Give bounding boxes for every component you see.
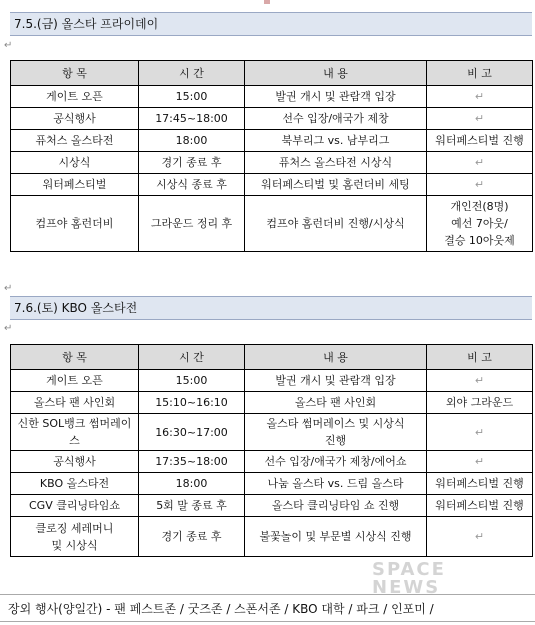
table-cell: 발권 개시 및 관람객 입장 — [245, 86, 427, 108]
table-cell: 퓨처스 올스타전 시상식 — [245, 152, 427, 174]
table-cell: 워터페스티벌 및 홈런더비 세팅 — [245, 174, 427, 196]
column-header: 항 목 — [11, 61, 139, 86]
table-row — [11, 414, 533, 451]
table-cell: 선수 입장/애국가 제창 — [245, 108, 427, 130]
table-cell: 올스타 썸머레이스 및 시상식 진행 — [245, 414, 427, 451]
section-title-text: 7.5.(금) 올스타 프라이데이 — [14, 17, 159, 31]
column-header: 내 용 — [245, 345, 427, 370]
table-row — [11, 517, 533, 557]
table-cell: 불꽃놀이 및 부문별 시상식 진행 — [245, 517, 427, 557]
table-cell: 17:35~18:00 — [139, 451, 245, 473]
table-cell: 워터페스티벌 — [11, 174, 139, 196]
table-cell: KBO 올스타전 — [11, 473, 139, 495]
table-cell: 시상식 — [11, 152, 139, 174]
table-cell: 신한 SOL뱅크 썸머레이스 — [11, 414, 139, 451]
table-cell: 18:00 — [139, 130, 245, 152]
column-header: 비 고 — [427, 61, 533, 86]
table-cell: 경기 종료 후 — [139, 152, 245, 174]
table-cell: 공식행사 — [11, 451, 139, 473]
table-cell: 게이트 오픈 — [11, 86, 139, 108]
column-header: 항 목 — [11, 345, 139, 370]
table-cell: 워터페스티벌 진행 — [427, 495, 533, 517]
table-cell: ↵ — [427, 174, 533, 196]
table-cell: 퓨처스 올스타전 — [11, 130, 139, 152]
column-header: 시 간 — [139, 61, 245, 86]
table-row — [11, 392, 533, 414]
table-cell: ↵ — [427, 152, 533, 174]
table-cell: 시상식 종료 후 — [139, 174, 245, 196]
table-row — [11, 495, 533, 517]
paragraph-mark: ↵ — [4, 40, 13, 51]
table-cell: 17:45~18:00 — [139, 108, 245, 130]
table-cell: 클로징 세레머니 및 시상식 — [11, 517, 139, 557]
table-cell: ↵ — [427, 370, 533, 392]
section-title-saturday — [10, 296, 532, 320]
section-title-text: 7.6.(토) KBO 올스타전 — [14, 301, 138, 315]
table-cell: 올스타 클리닝타임 쇼 진행 — [245, 495, 427, 517]
offsite-events-footer — [0, 594, 535, 622]
table-cell: 나눔 올스타 vs. 드림 올스타 — [245, 473, 427, 495]
column-header: 시 간 — [139, 345, 245, 370]
table-cell: 컴프야 홈런더비 — [11, 196, 139, 252]
table-header-row — [11, 345, 533, 370]
schedule-table-saturday — [10, 344, 533, 557]
table-cell: 5회 말 종료 후 — [139, 495, 245, 517]
table-cell: 워터페스티벌 진행 — [427, 473, 533, 495]
table-cell: ↵ — [427, 108, 533, 130]
cursor-mark — [264, 0, 270, 4]
table-row — [11, 130, 533, 152]
table-cell: 컴프야 홈런더비 진행/시상식 — [245, 196, 427, 252]
table-cell: 15:00 — [139, 370, 245, 392]
table-cell: ↵ — [427, 517, 533, 557]
footer-text: 장외 행사(양일간) - 팬 페스트존 / 굿즈존 / 스폰서존 / KBO 대학 / 파크 / 인포미 / — [8, 602, 434, 616]
table-cell: 개인전(8명) 예선 7아웃/ 결승 10아웃제 — [427, 196, 533, 252]
table-row — [11, 451, 533, 473]
table-row — [11, 196, 533, 252]
table-row — [11, 152, 533, 174]
table-row — [11, 370, 533, 392]
table-cell: 18:00 — [139, 473, 245, 495]
column-header: 내 용 — [245, 61, 427, 86]
table-cell: 워터페스티벌 진행 — [427, 130, 533, 152]
table-cell: 공식행사 — [11, 108, 139, 130]
schedule-table-friday — [10, 60, 533, 252]
table-cell: 15:00 — [139, 86, 245, 108]
table-cell: 게이트 오픈 — [11, 370, 139, 392]
table-row — [11, 108, 533, 130]
section-title-friday — [10, 12, 532, 36]
table-cell: CGV 클리닝타임쇼 — [11, 495, 139, 517]
table-cell: 16:30~17:00 — [139, 414, 245, 451]
table-cell: 올스타 팬 사인회 — [11, 392, 139, 414]
watermark-text: SPACE NEWS — [372, 559, 446, 598]
table-cell: ↵ — [427, 451, 533, 473]
paragraph-mark: ↵ — [4, 323, 13, 334]
column-header: 비 고 — [427, 345, 533, 370]
table-cell: 발권 개시 및 관람객 입장 — [245, 370, 427, 392]
table-cell: 외야 그라운드 — [427, 392, 533, 414]
table-row — [11, 174, 533, 196]
table-cell: ↵ — [427, 86, 533, 108]
table-cell: 북부리그 vs. 남부리그 — [245, 130, 427, 152]
table-cell: ↵ — [427, 414, 533, 451]
table-cell: 올스타 팬 사인회 — [245, 392, 427, 414]
table-cell: 경기 종료 후 — [139, 517, 245, 557]
table-cell: 선수 입장/애국가 제창/에어쇼 — [245, 451, 427, 473]
table-row — [11, 473, 533, 495]
paragraph-mark: ↵ — [4, 283, 13, 294]
table-row — [11, 86, 533, 108]
table-cell: 15:10~16:10 — [139, 392, 245, 414]
table-cell: 그라운드 정리 후 — [139, 196, 245, 252]
table-header-row — [11, 61, 533, 86]
